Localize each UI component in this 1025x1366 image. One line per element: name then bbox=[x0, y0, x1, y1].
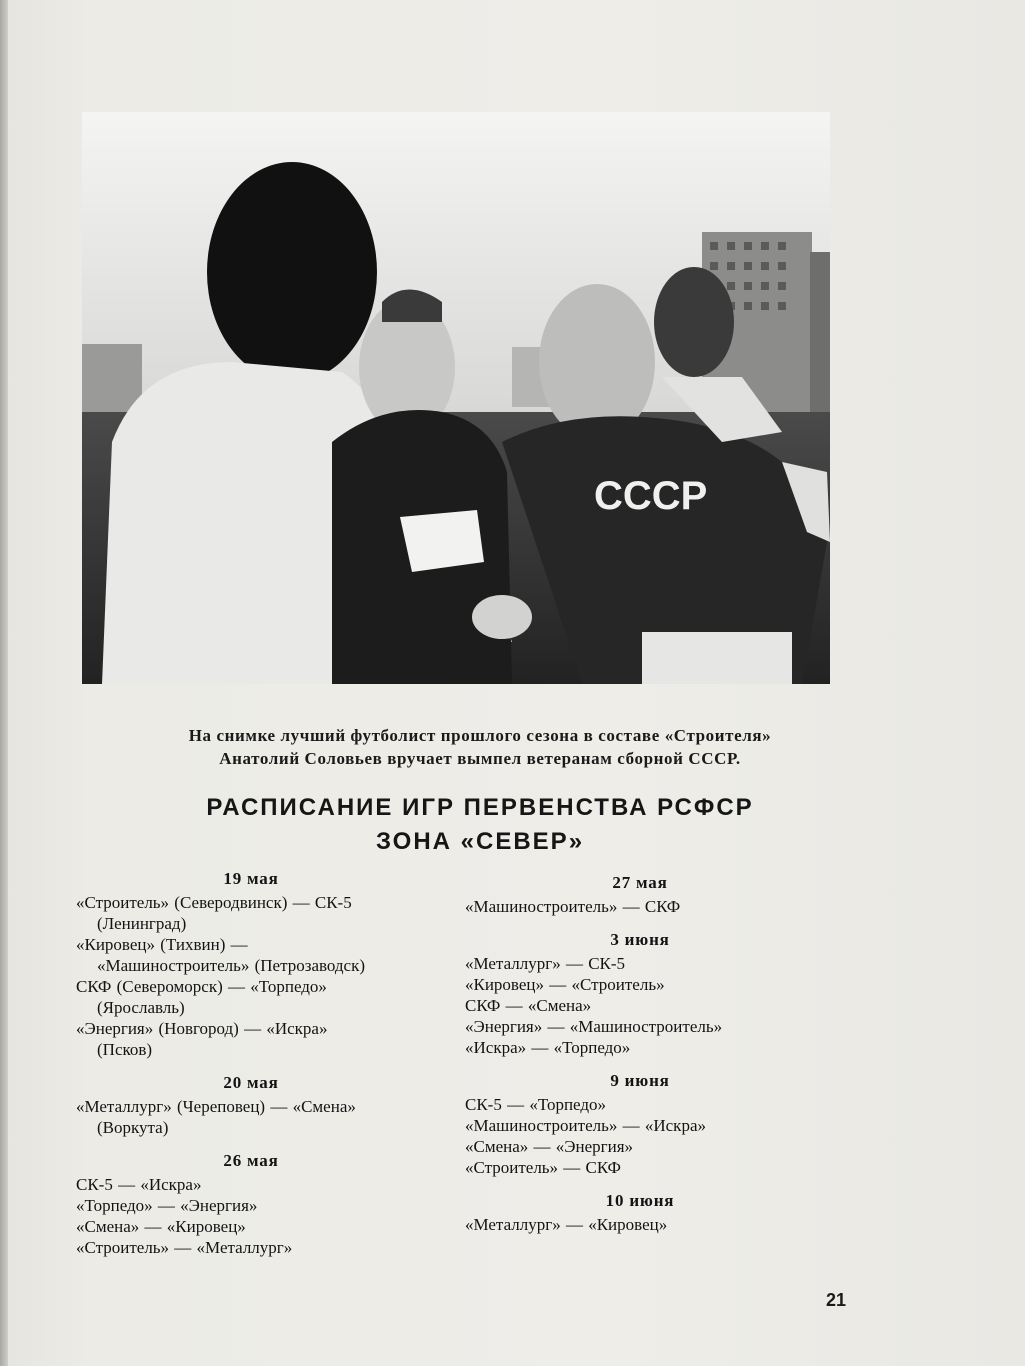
match-line: СК-5 — «Торпедо» bbox=[465, 1095, 607, 1114]
match-line: (Ленинград) bbox=[97, 914, 187, 933]
photo-caption-line-2: Анатолий Соловьев вручает вымпел ветеранам сборной СССР. bbox=[219, 749, 741, 768]
match-line: «Машиностроитель» — СКФ bbox=[465, 897, 681, 916]
match-line: «Строитель» (Северодвинск) — СК-5 bbox=[76, 893, 352, 912]
schedule-day bbox=[76, 866, 476, 1060]
jersey-lettering: СССР bbox=[594, 474, 708, 518]
match-line: «Металлург» (Череповец) — «Смена» bbox=[76, 1097, 356, 1116]
match-line: «Смена» — «Кировец» bbox=[76, 1217, 246, 1236]
match-line: «Металлург» — СК-5 bbox=[465, 954, 626, 973]
schedule-column-right bbox=[465, 870, 865, 1245]
match-line: «Машиностроитель» (Петрозаводск) bbox=[97, 956, 366, 975]
schedule-date: 10 июня bbox=[605, 1191, 675, 1210]
schedule-date: 27 мая bbox=[612, 873, 668, 892]
schedule-day bbox=[465, 1068, 865, 1178]
match-line: (Воркута) bbox=[97, 1118, 169, 1137]
match-line: «Строитель» — «Металлург» bbox=[76, 1238, 293, 1257]
match-line: СКФ — «Смена» bbox=[465, 996, 592, 1015]
match-line: «Торпедо» — «Энергия» bbox=[76, 1196, 258, 1215]
match-line: (Ярославль) bbox=[97, 998, 185, 1017]
match-line: СК-5 — «Искра» bbox=[76, 1175, 202, 1194]
match-line: (Псков) bbox=[97, 1040, 153, 1059]
photo-caption-line-1: На снимке лучший футболист прошлого сезона в составе «Строителя» bbox=[188, 726, 772, 745]
schedule-date: 9 июня bbox=[610, 1071, 670, 1090]
schedule-date: 26 мая bbox=[223, 1151, 279, 1170]
schedule-day bbox=[76, 1070, 476, 1138]
schedule-subtitle: ЗОНА «СЕВЕР» bbox=[375, 828, 585, 855]
match-line: «Энергия» — «Машиностроитель» bbox=[465, 1017, 723, 1036]
schedule-date: 3 июня bbox=[610, 930, 670, 949]
photo-handshake bbox=[82, 112, 830, 684]
schedule-column-left bbox=[76, 866, 476, 1268]
match-line: «Кировец» — «Строитель» bbox=[465, 975, 665, 994]
match-line: СКФ (Североморск) — «Торпедо» bbox=[76, 977, 327, 996]
match-line: «Смена» — «Энергия» bbox=[465, 1137, 634, 1156]
match-line: «Строитель» — СКФ bbox=[465, 1158, 621, 1177]
schedule-day bbox=[76, 1148, 476, 1258]
schedule-date: 20 мая bbox=[223, 1073, 279, 1092]
schedule-day bbox=[465, 927, 865, 1058]
match-line: «Кировец» (Тихвин) — bbox=[76, 935, 248, 954]
match-line: «Искра» — «Торпедо» bbox=[465, 1038, 631, 1057]
match-line: «Металлург» — «Кировец» bbox=[465, 1215, 668, 1234]
schedule-day bbox=[465, 870, 865, 917]
schedule-date: 19 мая bbox=[223, 869, 279, 888]
book-gutter bbox=[0, 0, 8, 1366]
match-line: «Энергия» (Новгород) — «Искра» bbox=[76, 1019, 328, 1038]
schedule-title: РАСПИСАНИЕ ИГР ПЕРВЕНСТВА РСФСР bbox=[206, 794, 754, 821]
page-number: 21 bbox=[826, 1290, 847, 1310]
match-line: «Машиностроитель» — «Искра» bbox=[465, 1116, 706, 1135]
schedule-day bbox=[465, 1188, 865, 1235]
